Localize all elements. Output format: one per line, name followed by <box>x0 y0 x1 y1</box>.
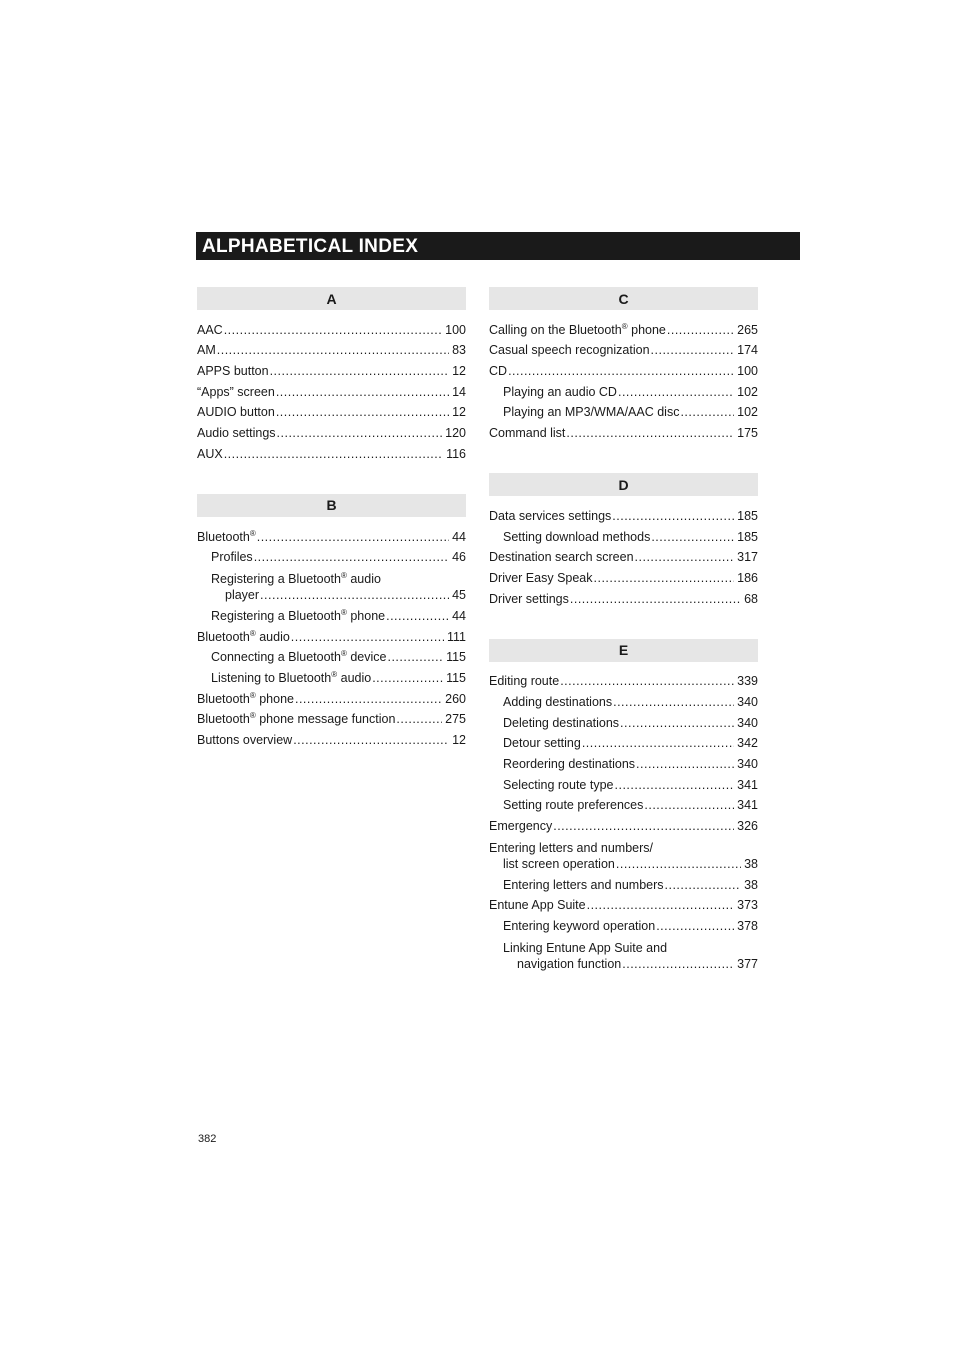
index-entry[interactable]: Destination search screen ..... 317 <box>489 547 758 568</box>
index-subentry[interactable]: Selecting route type ..... 341 <box>489 774 758 795</box>
index-entry[interactable]: “Apps” screen ..... 14 <box>197 381 466 402</box>
index-entry[interactable]: Driver settings ..... 68 <box>489 588 758 609</box>
section-c-entries <box>489 310 758 443</box>
index-entry[interactable]: Bluetooth® ..... 44 <box>197 526 466 547</box>
index-subentry[interactable]: Entering keyword operation ..... 378 <box>489 915 758 936</box>
index-subentry[interactable]: Playing an MP3/WMA/AAC disc ..... 102 <box>489 402 758 423</box>
index-entry[interactable]: APPS button ..... 12 <box>197 360 466 381</box>
index-subentry[interactable]: Adding destinations ..... 340 <box>489 691 758 712</box>
section-a-entries <box>197 310 466 464</box>
section-header-a: A <box>197 287 466 310</box>
section-header-b: B <box>197 494 466 517</box>
header-bar <box>196 232 800 260</box>
index-entry[interactable]: Editing route ..... 339 <box>489 671 758 692</box>
index-entry[interactable]: AAC ..... 100 <box>197 319 466 340</box>
index-entry[interactable]: Emergency ..... 326 <box>489 815 758 836</box>
index-entry[interactable]: AUDIO button ..... 12 <box>197 402 466 423</box>
index-subentry[interactable]: Setting download methods ..... 185 <box>489 526 758 547</box>
index-subentry[interactable]: Deleting destinations ..... 340 <box>489 712 758 733</box>
index-entry[interactable]: Entering letters and numbers/ list screen operation ..... 38 <box>489 836 758 874</box>
index-subentry[interactable]: Listening to Bluetooth® audio ..... 115 <box>197 667 466 688</box>
index-subentry[interactable]: Registering a Bluetooth® audio player ..... 45 <box>197 567 466 605</box>
index-subentry[interactable]: Profiles ..... 46 <box>197 547 466 568</box>
index-subentry[interactable]: Linking Entune App Suite and navigation function ..... 377 <box>489 936 758 974</box>
index-entry[interactable]: Data services settings ..... 185 <box>489 505 758 526</box>
left-column <box>197 287 466 750</box>
index-entry[interactable]: Calling on the Bluetooth® phone ..... 265 <box>489 319 758 340</box>
index-entry[interactable]: Command list ..... 175 <box>489 422 758 443</box>
index-entry[interactable]: Bluetooth® phone ..... 260 <box>197 688 466 709</box>
section-d-entries <box>489 496 758 608</box>
right-column <box>489 287 758 974</box>
page-number: 382 <box>198 1133 217 1145</box>
index-entry[interactable]: CD ..... 100 <box>489 360 758 381</box>
index-entry[interactable]: Bluetooth® audio ..... 111 <box>197 626 466 647</box>
index-subentry[interactable]: Registering a Bluetooth® phone ..... 44 <box>197 605 466 626</box>
index-subentry[interactable]: Connecting a Bluetooth® device ..... 115 <box>197 647 466 668</box>
section-header-c: C <box>489 287 758 310</box>
index-entry[interactable]: Casual speech recognization ..... 174 <box>489 340 758 361</box>
index-entry[interactable]: Bluetooth® phone message function ..... 275 <box>197 709 466 730</box>
index-entry[interactable]: AM ..... 83 <box>197 340 466 361</box>
index-subentry[interactable]: Detour setting ..... 342 <box>489 733 758 754</box>
index-entry[interactable]: AUX ..... 116 <box>197 443 466 464</box>
section-header-d: D <box>489 473 758 496</box>
index-subentry[interactable]: Setting route preferences ..... 341 <box>489 795 758 816</box>
index-entry[interactable]: Entune App Suite ..... 373 <box>489 895 758 916</box>
section-header-e: E <box>489 639 758 662</box>
index-subentry[interactable]: Playing an audio CD ..... 102 <box>489 381 758 402</box>
section-b-entries <box>197 517 466 750</box>
page-title: ALPHABETICAL INDEX <box>202 236 419 257</box>
index-entry[interactable]: Buttons overview ..... 12 <box>197 729 466 750</box>
index-entry[interactable]: Audio settings ..... 120 <box>197 422 466 443</box>
index-entry[interactable]: Driver Easy Speak ..... 186 <box>489 567 758 588</box>
section-e-entries <box>489 662 758 975</box>
index-subentry[interactable]: Reordering destinations ..... 340 <box>489 753 758 774</box>
index-subentry[interactable]: Entering letters and numbers ..... 38 <box>489 874 758 895</box>
